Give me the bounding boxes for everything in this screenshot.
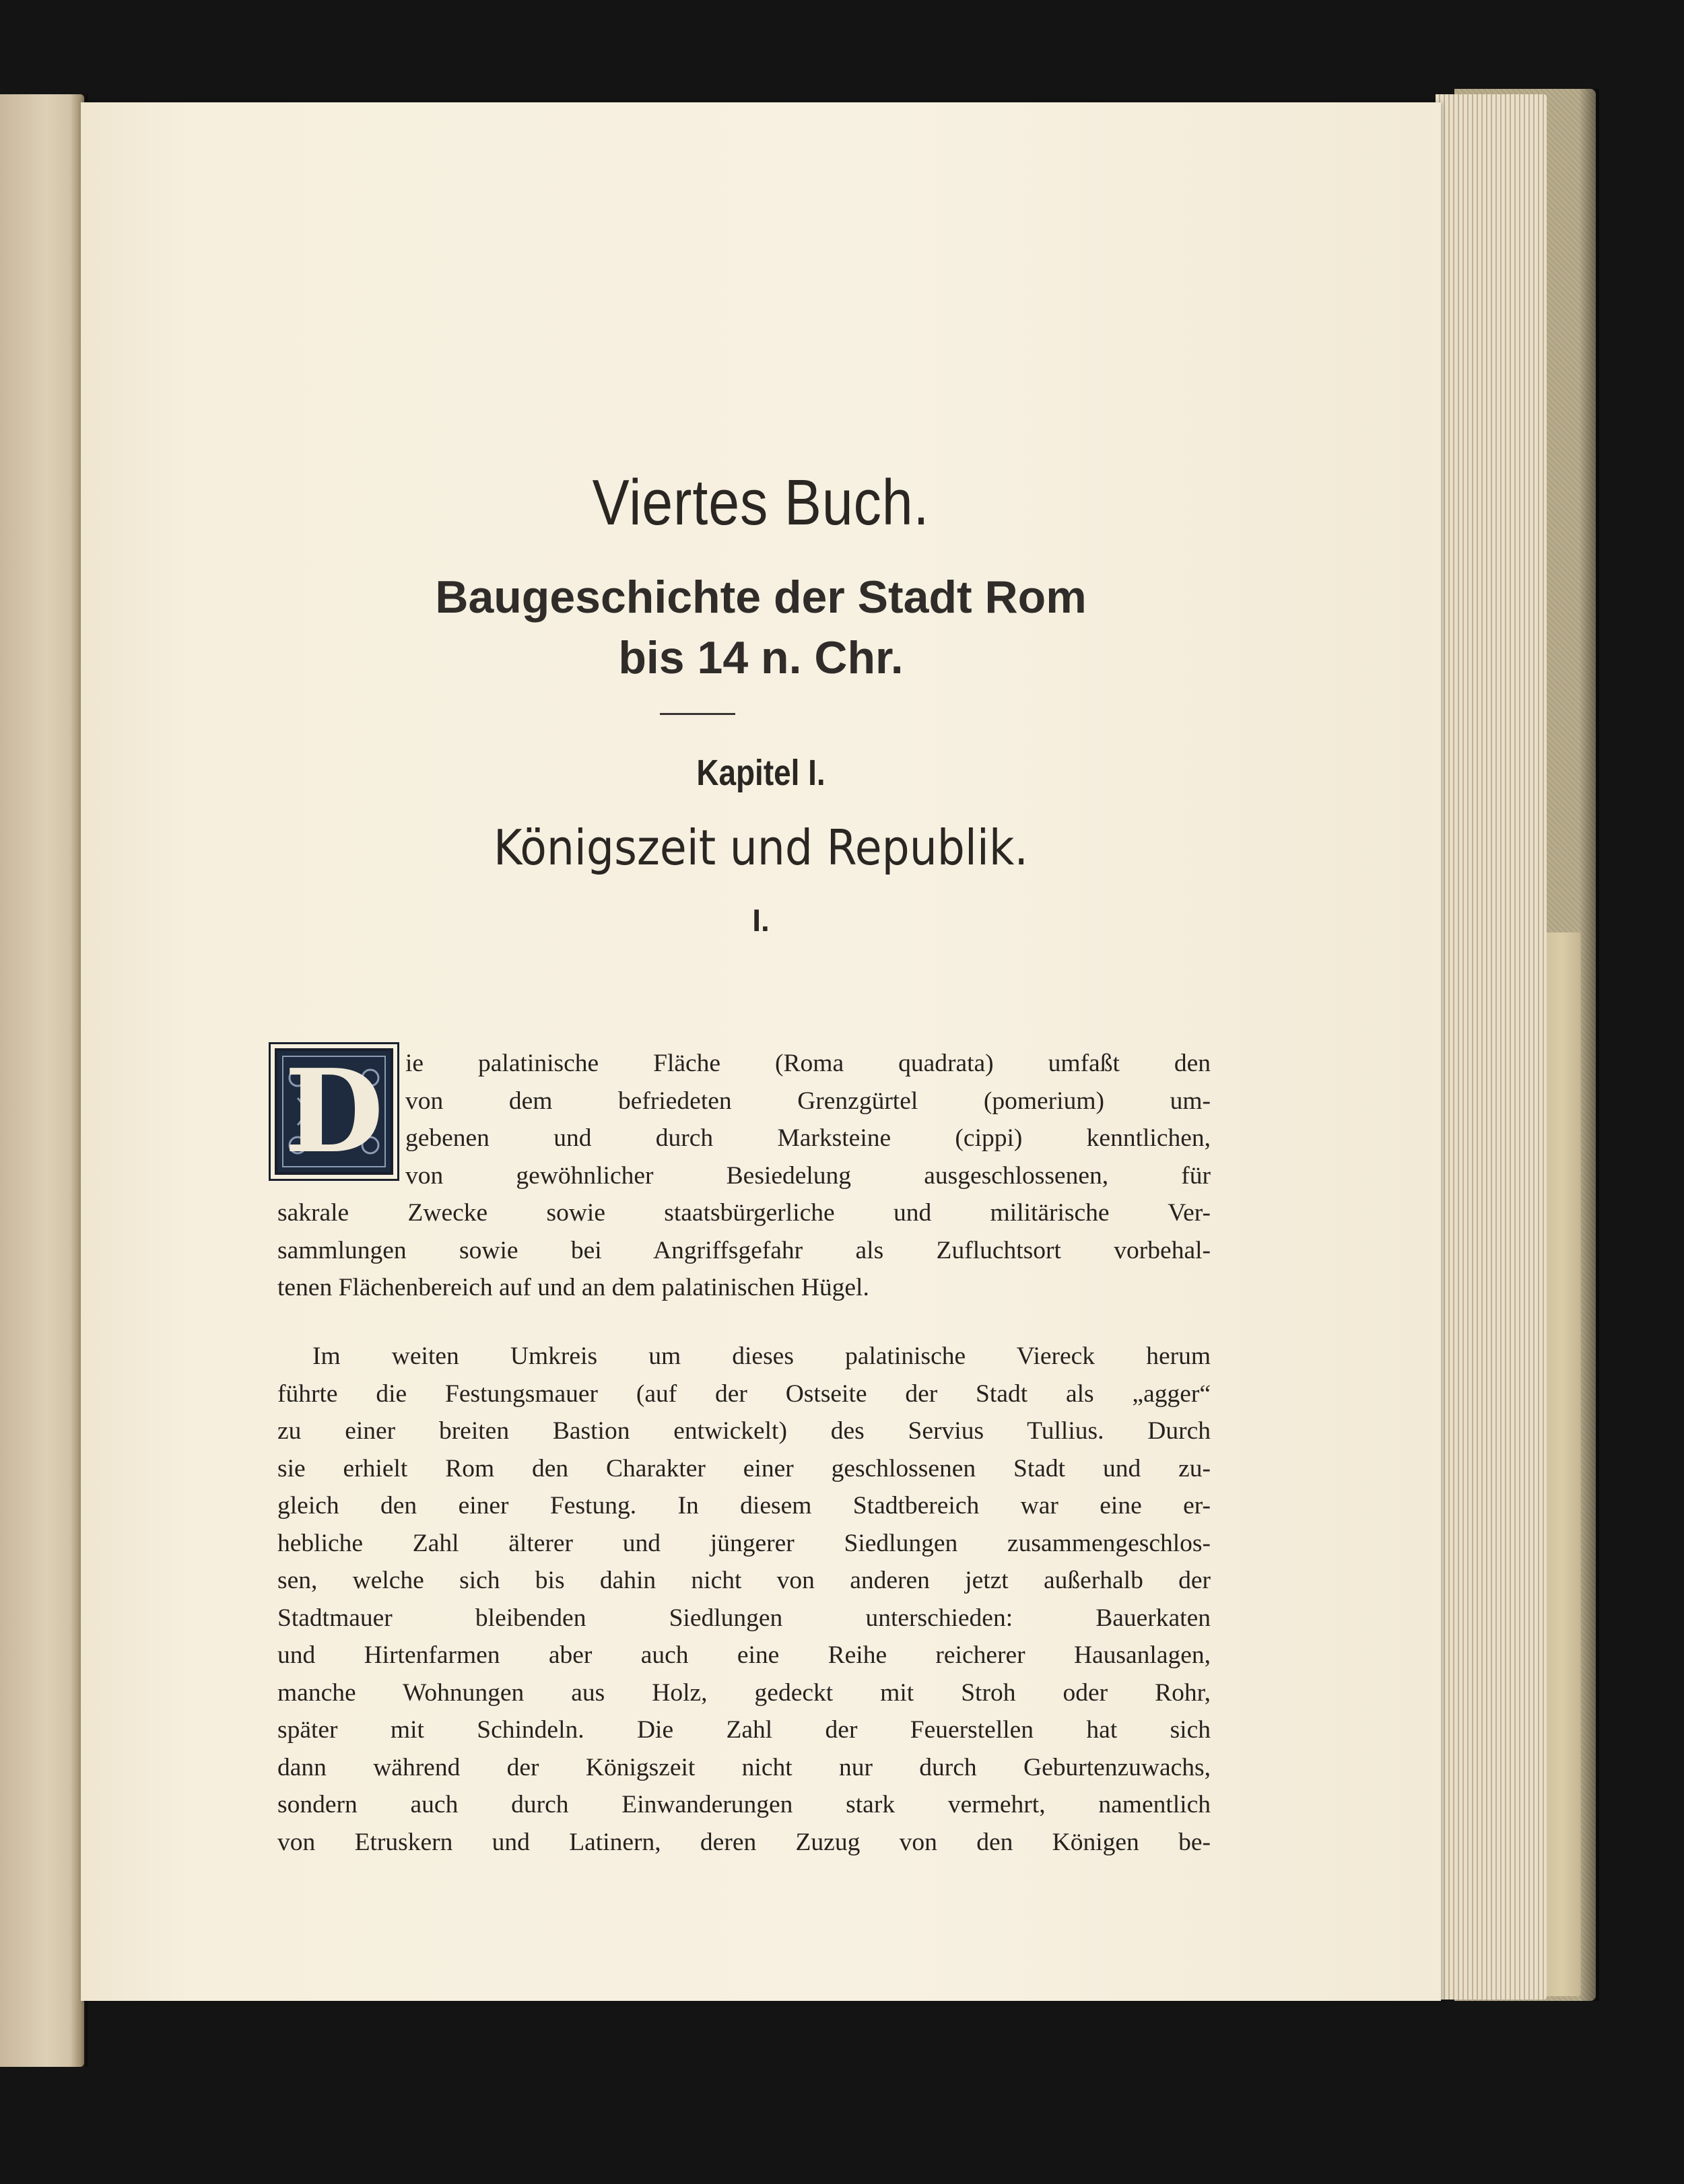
paragraph-1-line: tenen Flächenbereich auf und an dem palatinischen Hügel. <box>277 1274 869 1301</box>
chapter-title: Königszeit und Republik. <box>493 819 1029 876</box>
paragraph-1-line: sammlungen sowie bei Angriffsgefahr als Zufluchtsort vorbehal- <box>277 1236 1211 1264</box>
title-divider <box>660 713 735 715</box>
paragraph-1-line: von gewöhnlicher Besiedelung ausgeschlossenen, für <box>405 1161 1211 1190</box>
paragraph-2-line: Stadtmauer bleibenden Siedlungen unterschieden: Bauerkaten <box>277 1604 1211 1632</box>
paragraph-1-line: gebenen und durch Marksteine (cippi) kenntlichen, <box>405 1124 1211 1152</box>
paragraph-2 <box>277 1338 1211 1861</box>
paragraph-2-line: gleich den einer Festung. In diesem Stadtbereich war eine er- <box>277 1492 1211 1520</box>
bookmark-ribbon <box>1542 932 1581 1996</box>
book-title: Viertes Buch. <box>592 467 930 539</box>
paragraph-2-line: Im weiten Umkreis um dieses palatinische Viereck herum <box>312 1342 1211 1370</box>
book-page <box>81 102 1441 2001</box>
paragraph-2-line: zu einer breiten Bastion entwickelt) des Servius Tullius. Durch <box>277 1417 1211 1445</box>
subtitle-line-1: Baugeschichte der Stadt Rom <box>435 572 1087 623</box>
paragraph-2-line: sie erhielt Rom den Charakter einer geschlossenen Stadt und zu- <box>277 1454 1211 1482</box>
paragraph-2-line: sondern auch durch Einwanderungen stark vermehrt, namentlich <box>277 1791 1211 1818</box>
chapter-label: Kapitel I. <box>696 753 826 793</box>
paragraph-2-line: später mit Schindeln. Die Zahl der Feuerstellen hat sich <box>277 1716 1211 1744</box>
section-number: I. <box>752 903 770 938</box>
drop-cap-letter: D <box>284 1044 384 1179</box>
paragraph-1-line: von dem befriedeten Grenzgürtel (pomerium) um- <box>405 1087 1211 1115</box>
paragraph-2-line: von Etruskern und Latinern, deren Zuzug von den Königen be- <box>277 1828 1211 1856</box>
paragraph-1-line: sakrale Zwecke sowie staatsbürgerliche und militärische Ver- <box>277 1199 1211 1227</box>
paragraph-2-line: hebliche Zahl älterer und jüngerer Siedlungen zusammengeschlos- <box>277 1529 1211 1557</box>
paragraph-2-line: und Hirtenfarmen aber auch eine Reihe reicherer Hausanlagen, <box>277 1641 1211 1669</box>
part-subtitle <box>81 567 1441 688</box>
paragraph-2-line: führte die Festungsmauer (auf der Ostseite der Stadt als „agger“ <box>277 1379 1211 1408</box>
paragraph-2-line: sen, welche sich bis dahin nicht von anderen jetzt außerhalb der <box>277 1567 1211 1594</box>
cover-shadow <box>1579 89 1599 2001</box>
paragraph-2-line: dann während der Königszeit nicht nur durch Geburtenzuwachs, <box>277 1753 1211 1781</box>
paragraph-1-line: ie palatinische Fläche (Roma quadrata) umfaßt den <box>405 1050 1211 1077</box>
paragraph-2-line: manche Wohnungen aus Holz, gedeckt mit Stroh oder Rohr, <box>277 1678 1211 1707</box>
paragraph-1 <box>277 1045 1211 1307</box>
page-edges-stack <box>1436 94 1547 2000</box>
subtitle-line-2: bis 14 n. Chr. <box>618 632 904 683</box>
